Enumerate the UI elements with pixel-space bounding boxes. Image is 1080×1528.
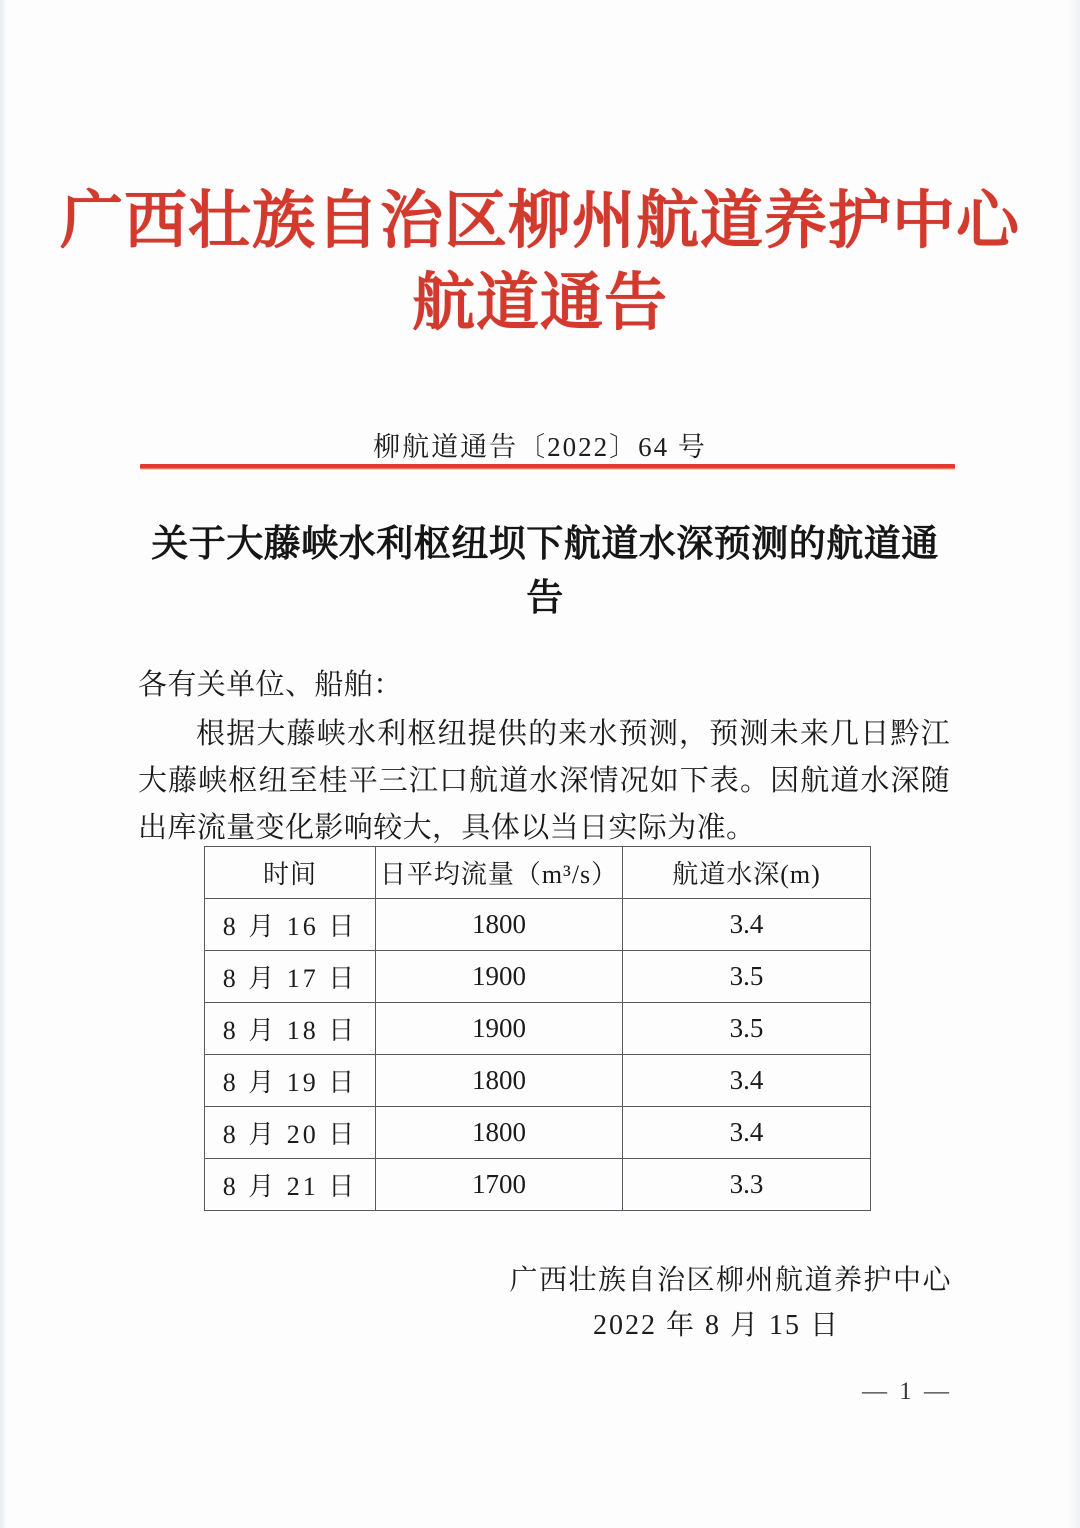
signature-block <box>0 1258 952 1349</box>
issuing-authority-title: 广西壮族自治区柳州航道养护中心 <box>60 186 1020 256</box>
cell-flow: 1900 <box>376 951 623 1003</box>
forecast-table <box>204 846 871 1211</box>
cell-depth: 3.3 <box>623 1159 871 1211</box>
red-divider-rule <box>140 464 955 469</box>
cell-date: 8 月 16 日 <box>205 899 376 951</box>
table-row <box>205 1159 871 1211</box>
salutation: 各有关单位、船舶： <box>138 669 403 701</box>
table-row <box>205 1107 871 1159</box>
cell-date: 8 月 18 日 <box>205 1003 376 1055</box>
cell-depth: 3.4 <box>623 1107 871 1159</box>
page-title: 关于大藤峡水利枢纽坝下航道水深预测的航道通告 <box>151 524 939 620</box>
cell-depth: 3.4 <box>623 899 871 951</box>
masthead <box>0 186 1080 339</box>
table-row <box>205 899 871 951</box>
cell-depth: 3.5 <box>623 1003 871 1055</box>
column-header-depth: 航道水深(m) <box>623 847 871 899</box>
signature-date: 2022 年 8 月 15 日 <box>592 1310 840 1342</box>
signature-organization: 广西壮族自治区柳州航道养护中心 <box>509 1265 952 1296</box>
cell-flow: 1700 <box>376 1159 623 1211</box>
table-row <box>205 1003 871 1055</box>
cell-date: 8 月 19 日 <box>205 1055 376 1107</box>
notice-type-title: 航道通告 <box>412 268 668 339</box>
cell-date: 8 月 21 日 <box>205 1159 376 1211</box>
table-row <box>205 951 871 1003</box>
cell-flow: 1800 <box>376 1055 623 1107</box>
cell-flow: 1900 <box>376 1003 623 1055</box>
body-content <box>138 662 950 852</box>
cell-date: 8 月 17 日 <box>205 951 376 1003</box>
cell-flow: 1800 <box>376 1107 623 1159</box>
cell-date: 8 月 20 日 <box>205 1107 376 1159</box>
cell-depth: 3.4 <box>623 1055 871 1107</box>
column-header-time: 时间 <box>205 847 376 899</box>
cell-flow: 1800 <box>376 899 623 951</box>
body-paragraph: 根据大藤峡水利枢纽提供的来水预测，预测未来几日黔江大藤峡枢纽至桂平三江口航道水深情况如下表。因航道水深随出库流量变化影响较大，具体以当日实际为准。 <box>138 717 950 844</box>
document-number: 柳航道通告〔2022〕64 号 <box>373 432 707 462</box>
table-header-row <box>205 847 871 899</box>
table-row <box>205 1055 871 1107</box>
page-number: — 1 — <box>862 1378 952 1405</box>
cell-depth: 3.5 <box>623 951 871 1003</box>
column-header-flow: 日平均流量（m³/s） <box>376 847 623 899</box>
